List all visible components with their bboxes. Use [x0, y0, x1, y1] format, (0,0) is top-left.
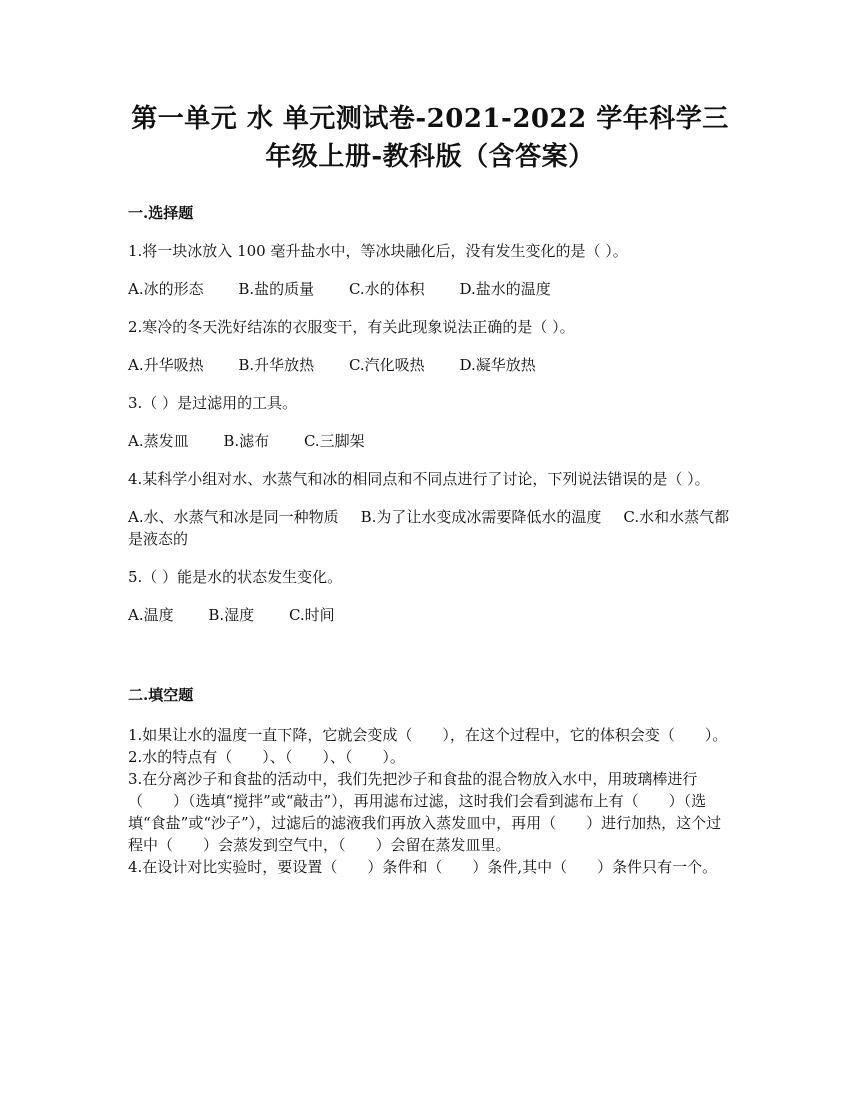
fill-question-2: 2.水的特点有（ ）、（ ）、（ ）。	[128, 748, 405, 766]
multiple-choice-section	[128, 202, 732, 626]
option-b: B.为了让水变成冰需要降低水的温度	[360, 508, 602, 526]
question-1-stem: 1.将一块冰放入 100 毫升盐水中，等冰块融化后，没有发生变化的是（ ）。	[128, 242, 628, 260]
question-3-options	[128, 430, 732, 452]
option-c: C.三脚架	[303, 432, 365, 450]
section-heading-fill: 二.填空题	[128, 686, 194, 704]
option-c: C.水的体积	[348, 280, 425, 298]
option-a: A.升华吸热	[128, 356, 204, 374]
option-c: C.水和水蒸气都是液态的	[128, 508, 730, 548]
question-4-stem: 4.某科学小组对水、水蒸气和冰的相同点和不同点进行了讨论，下列说法错误的是（ ）。	[128, 470, 710, 488]
option-b: B.湿度	[208, 606, 255, 624]
option-d: D.盐水的温度	[459, 280, 551, 298]
question-3-stem: 3.（ ）是过滤用的工具。	[128, 394, 298, 412]
question-5-stem: 5.（ ）能是水的状态发生变化。	[128, 568, 343, 586]
option-d: D.凝华放热	[459, 356, 536, 374]
option-b: B.滤布	[223, 432, 270, 450]
option-a: A.温度	[128, 606, 174, 624]
question-4-options	[128, 506, 732, 550]
option-c: C.汽化吸热	[348, 356, 425, 374]
section-heading-choice: 一.选择题	[128, 204, 194, 222]
fill-in-blank-section	[128, 684, 732, 878]
question-2-stem: 2.寒冷的冬天洗好结冻的衣服变干，有关此现象说法正确的是（ ）。	[128, 318, 575, 336]
option-a: A.冰的形态	[128, 280, 204, 298]
option-b: B.升华放热	[238, 356, 315, 374]
option-c: C.时间	[288, 606, 335, 624]
question-2-options	[128, 354, 732, 376]
option-a: A.水、水蒸气和冰是同一种物质	[128, 508, 339, 526]
question-1-options	[128, 278, 732, 300]
fill-question-4: 4.在设计对比实验时，要设置（ ）条件和（ ）条件,其中（ ）条件只有一个。	[128, 858, 718, 876]
fill-question-1: 1.如果让水的温度一直下降，它就会变成（ ），在这个过程中，它的体积会变（ ）。	[128, 726, 728, 744]
question-5-options	[128, 604, 732, 626]
option-a: A.蒸发皿	[128, 432, 189, 450]
option-b: B.盐的质量	[238, 280, 315, 298]
fill-question-3: 3.在分离沙子和食盐的活动中，我们先把沙子和食盐的混合物放入水中，用玻璃棒进行（ ）（选填“搅拌”或“敲击”），再用滤布过滤，这时我们会看到滤布上有（ ）（选填“食盐”或“沙子”），过滤后的滤液我们再放入蒸发皿中，再用（ ）进行加热，这个过程中（ ）会蒸发到空气中，（ ）会留在蒸发皿里。	[128, 770, 722, 854]
document-title: 第一单元 水 单元测试卷-2021-2022 学年科学三年级上册-教科版（含答案）	[131, 104, 729, 172]
